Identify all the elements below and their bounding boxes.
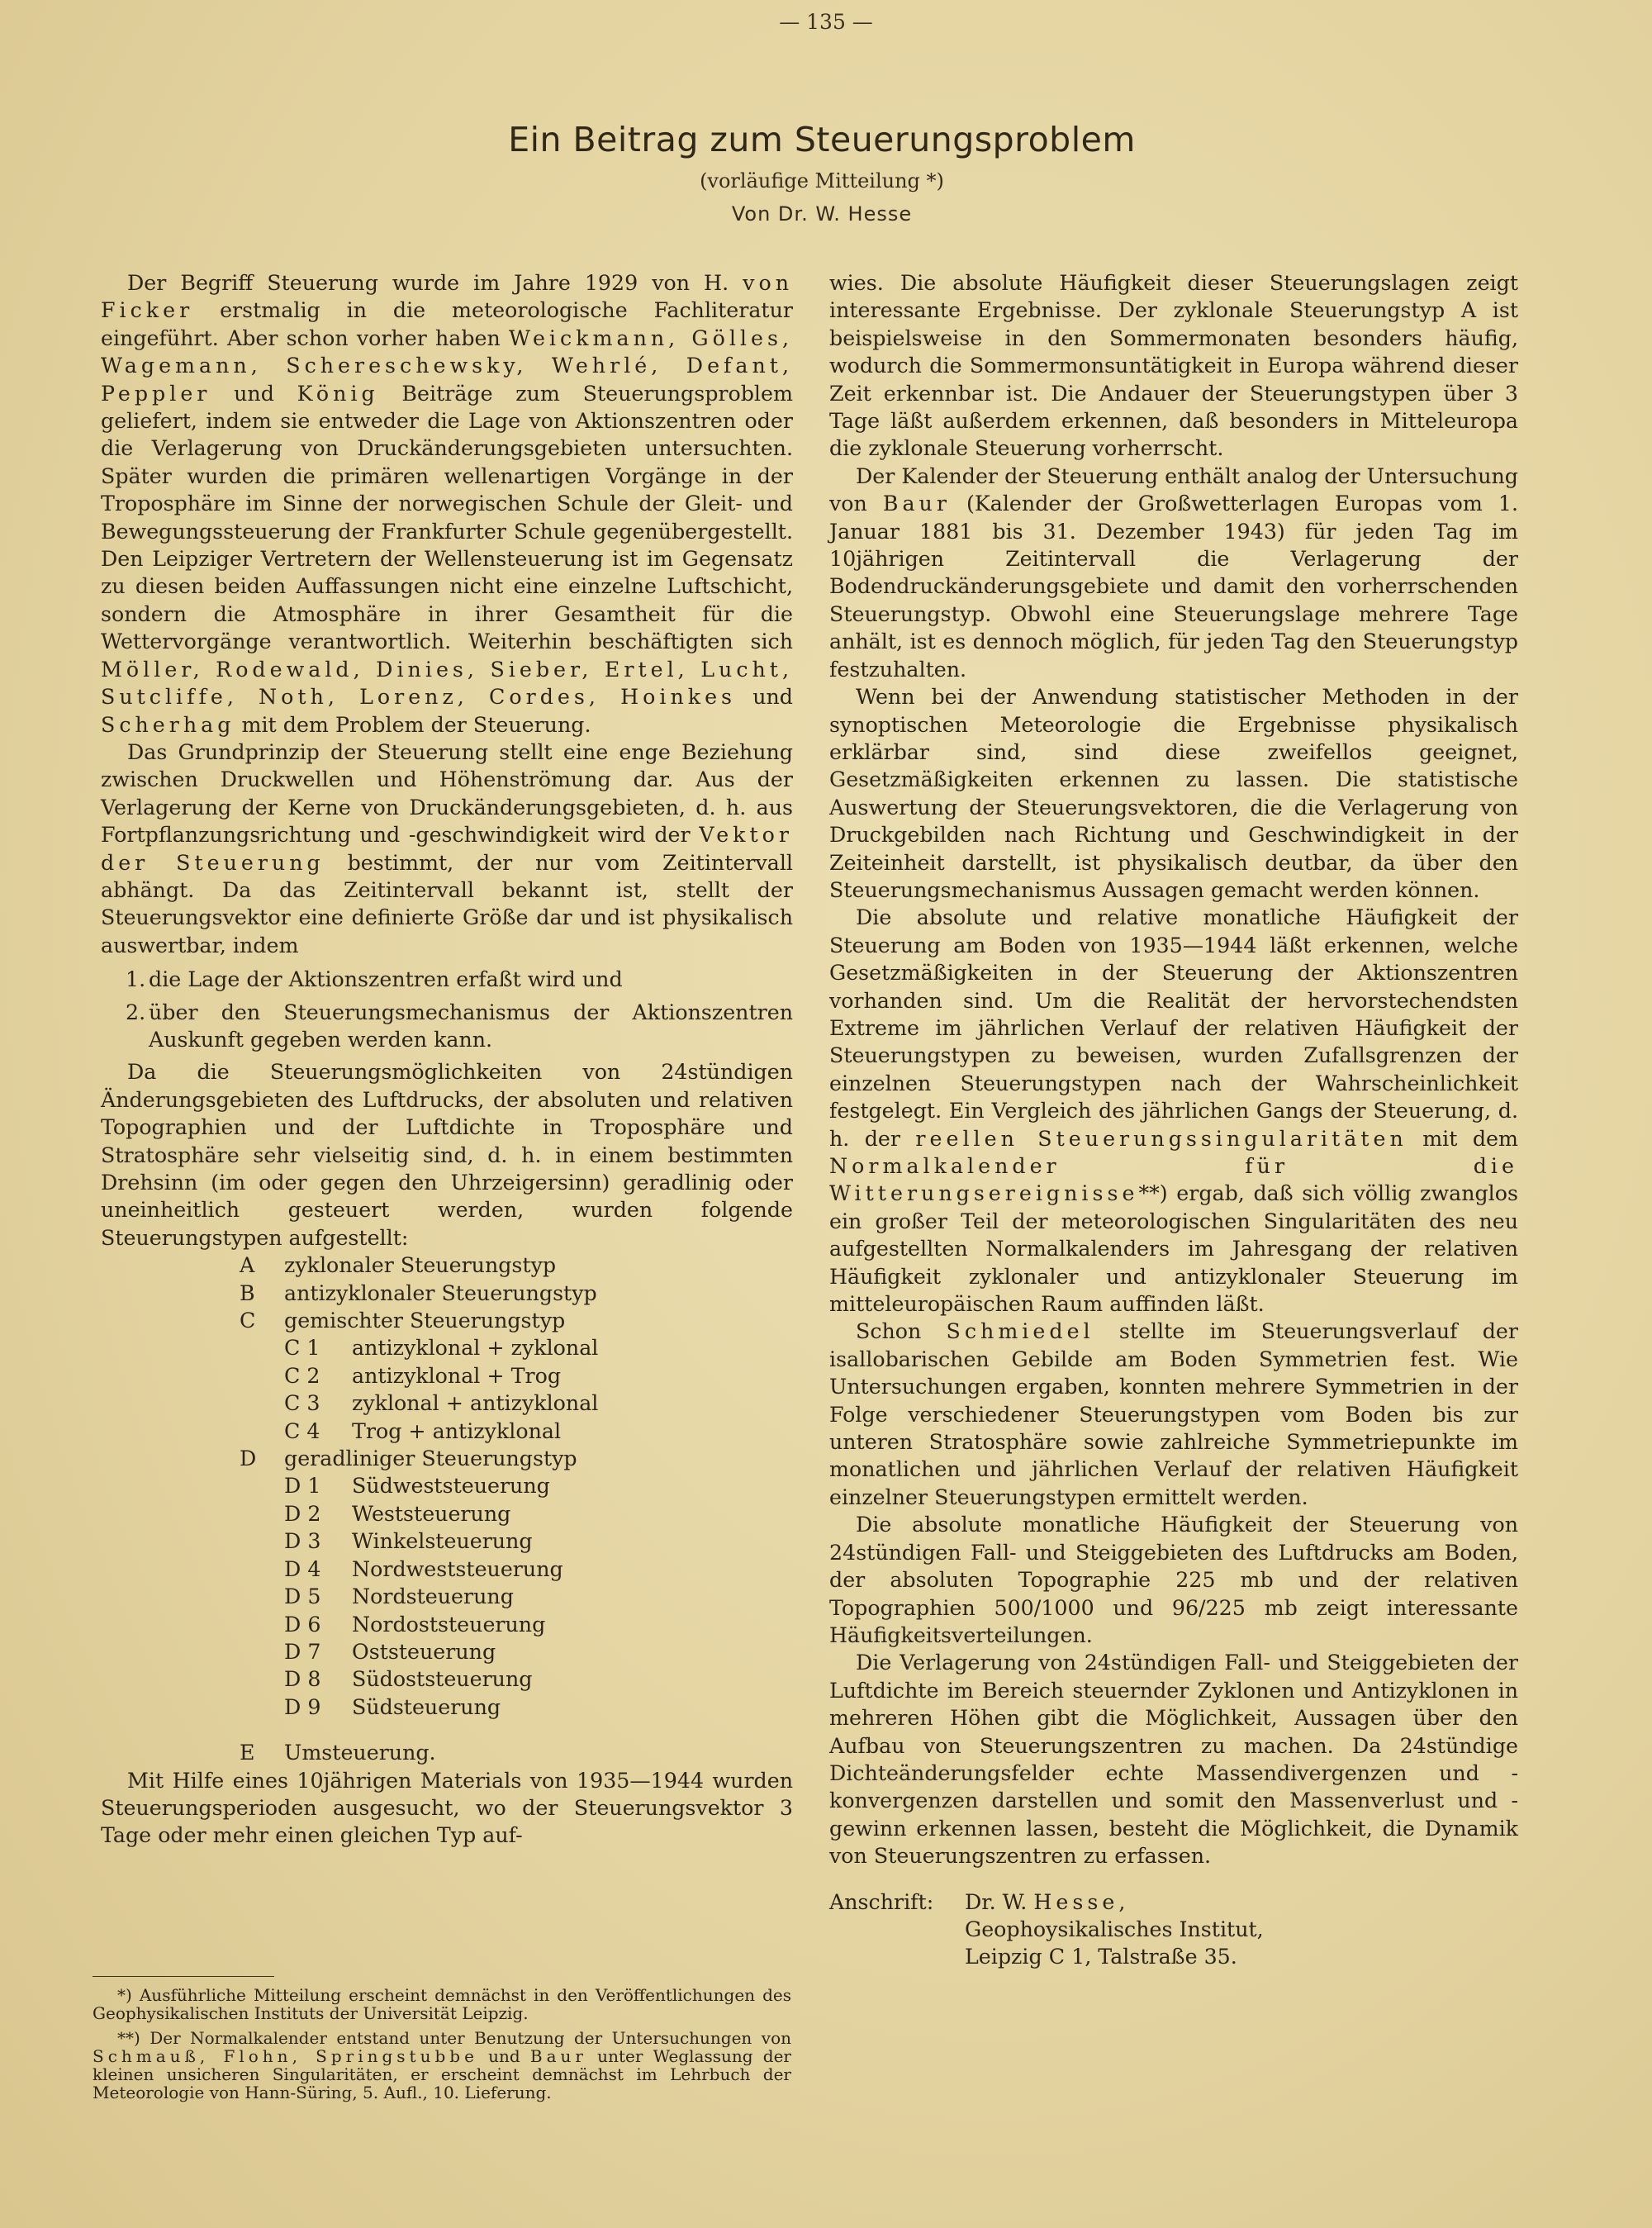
type-sublist-c (284, 1334, 793, 1445)
type-subitem: D 1 Südweststeuerung (284, 1474, 550, 1499)
type-subitem: D 7 Oststeuerung (284, 1639, 496, 1664)
type-subitem: C 3 zyklonal + antizyklonal (284, 1391, 599, 1416)
type-item: B antizyklonaler Steuerungstyp (240, 1280, 597, 1305)
paragraph: Der Kalender der Steuerung enthält analog der Untersuchung von Baur (Kalender der Großwetterlagen Europas vom 1. Januar 1881 bis 31. Dezember 1943) für jeden Tag im 10jährigen Zeitintervall die Verlagerung der Bodendruckänderungsgebiete und damit den vorherrschenden Steuerungstyp. Obwohl eine Steuerungslage mehrere Tage anhält, ist es dennoch möglich, für jeden Tag den Steuerungstyp festzuhalten. (829, 463, 1518, 682)
paragraph: Die absolute und relative monatliche Häufigkeit der Steuerung am Boden von 1935—1944 läßt erkennen, welche Gesetzmäßigkeiten in der Steuerung der Aktionszentren vorhanden sind. Um die Realität der hervorstechendsten Extreme im jährlichen Verlauf der relativen Häufigkeit der Steuerungstypen zu beweisen, wurden Zufallsgrenzen der einzelnen Steuerungstypen nach der Wahrscheinlichkeit festgelegt. Ein Vergleich des jährlichen Gangs der Steuerung, d. h. der reellen Steuerungssingularitäten mit dem Normalkalender für die Witterungsereignisse**) ergab, daß sich völlig zwanglos ein großer Teil der meteorologischen Singularitäten des neu aufgestellten Normalkalenders im Jahresgang der relativen Häufigkeit zyklonaler und antizyklonaler Steuerung im mitteleuropäischen Raum auffinden läßt. (829, 905, 1518, 1317)
paragraph: Da die Steuerungsmöglichkeiten von 24stündigen Änderungsgebieten des Luftdrucks, der absoluten und relativen Topographien und der Luftdichte in Troposphäre und Stratosphäre sehr vielseitig sind, d. h. in einem bestimmten Drehsinn (im oder gegen den Uhrzeigersinn) geradlinig oder uneinheitlich gesteuert werden, wurden folgende Steuerungstypen aufgestellt: (101, 1060, 793, 1250)
type-item: C gemischter Steuerungstyp (240, 1309, 566, 1333)
type-subitem: C 1 antizyklonal + zyklonal (284, 1336, 599, 1361)
type-item: D geradliniger Steuerungstyp (240, 1447, 577, 1471)
paragraph: wies. Die absolute Häufigkeit dieser Steuerungslagen zeigt interessante Ergebnisse. Der zyklonale Steuerungstyp A ist beispielsweise in den Sommermonaten besonders häufig, wodurch die Sommermonsuntätigkeit in Europa während dieser Zeit erkennbar ist. Die Andauer der Steuerungstypen über 3 Tage läßt außerdem erkennen, daß besonders in Mitteleuropa die zyklonale Steuerung vorherrscht. (829, 271, 1518, 461)
paragraph: Die Verlagerung von 24stündigen Fall- und Steiggebieten der Luftdichte im Bereich steuernder Zyklonen und Antizyklonen in mehreren Höhen gibt die Möglichkeit, Aussagen über den Aufbau von Steuerungszentren zu machen. Da 24stündige Dichteänderungsfelder echte Massendivergenzen und -konvergenzen darstellen und somit den Massenverlust und -gewinn erkennen lassen, besteht die Möglichkeit, die Dynamik von Steuerungszentren zu erfassen. (829, 1651, 1518, 1869)
page-number: — 135 — (779, 10, 873, 34)
article-subtitle: (vorläufige Mitteilung *) (700, 169, 944, 192)
article-byline: Von Dr. W. Hesse (731, 202, 913, 226)
type-subitem: D 3 Winkelsteuerung (284, 1529, 533, 1554)
type-subitem: D 2 Weststeuerung (284, 1501, 511, 1526)
footnote: **) Der Normalkalender entstand unter Benutzung der Untersuchungen von Schmauß, Flohn, Springstubbe und Baur unter Weglassung der kleinen unsicheren Singularitäten, er erscheint demnächst im Lehrbuch der Meteorologie von Hann-Süring, 5. Aufl., 10. Lieferung. (93, 2028, 791, 2102)
title-block (0, 120, 1644, 226)
paragraph: Mit Hilfe eines 10jährigen Materials von 1935—1944 wurden Steuerungsperioden ausgesucht, wo der Steuerungsvektor 3 Tage oder mehr einen gleichen Typ auf- (101, 1768, 793, 1848)
type-subitem: D 4 Nordweststeuerung (284, 1556, 563, 1581)
type-subitem: D 8 Südoststeuerung (284, 1667, 533, 1692)
type-subitem: D 6 Nordoststeuerung (284, 1612, 546, 1637)
steering-types-list (240, 1252, 793, 1766)
left-column (101, 269, 793, 1850)
footnotes (93, 1986, 791, 2108)
type-subitem: C 4 Trog + antizyklonal (284, 1418, 562, 1443)
paragraph: Der Begriff Steuerung wurde im Jahre 1929 von H. von Ficker erstmalig in die meteorologische Fachliteratur eingeführt. Aber schon vorher haben Weickmann, Gölles, Wagemann, Schereschewsky, Wehrlé, Defant, Peppler und König Beiträge zum Steuerungsproblem geliefert, indem sie entweder die Lage von Aktionszentren oder die Verlagerung von Druckänderungsgebieten untersuchten. Später wurden die primären wellenartigen Vorgänge in der Troposphäre im Sinne der norwegischen Schule der Gleit- und Bewegungssteuerung der Frankfurter Schule gegenübergestellt. Den Leipziger Vertretern der Wellensteuerung ist im Gegensatz zu diesen beiden Auffassungen nicht eine einzelne Luftschicht, sondern die Atmosphäre in ihrer Gesamtheit für die Wettervorgänge verantwortlich. Weiterhin beschäftigten sich Möller, Rodewald, Dinies, Sieber, Ertel, Lucht, Sutcliffe, Noth, Lorenz, Cordes, Hoinkes und Scherhag mit dem Problem der Steuerung. (101, 271, 793, 737)
list-item: 2. über den Steuerungsmechanismus der Aktionszentren Auskunft gegeben werden kann. (126, 1000, 793, 1052)
type-sublist-d (284, 1472, 793, 1721)
type-subitem: C 2 antizyklonal + Trog (284, 1363, 562, 1388)
article-title: Ein Beitrag zum Steuerungsproblem (508, 120, 1136, 159)
paragraph: Das Grundprinzip der Steuerung stellt eine enge Beziehung zwischen Druckwellen und Höhenströmung dar. Aus der Verlagerung der Kerne von Druckänderungsgebieten, d. h. aus Fortpflanzungsrichtung und -geschwindigkeit wird der Vektor der Steuerung bestimmt, der nur vom Zeitintervall abhängt. Da das Zeitintervall bekannt ist, stellt der Steuerungsvektor eine definierte Größe dar und ist physikalisch auswertbar, indem (101, 739, 793, 957)
right-column (829, 269, 1518, 1971)
type-subitem: D 5 Nordsteuerung (284, 1584, 514, 1609)
paragraph: Schon Schmiedel stellte im Steuerungsverlauf der isallobarischen Gebilde am Boden Symmetrien fest. Wie Untersuchungen ergaben, konnten mehrere Symmetrien in der Folge verschiedener Steuerungstypen vom Boden bis zur unteren Stratosphäre sowie zahlreiche Symmetriepunkte im monatlichen und jährlichen Verlauf der relativen Häufigkeit einzelner Steuerungstypen ermittelt werden. (829, 1319, 1518, 1509)
type-subitem: D 9 Südsteuerung (284, 1694, 501, 1719)
list-item: 1. die Lage der Aktionszentren erfaßt wird und (126, 967, 623, 992)
numbered-list (126, 966, 793, 1053)
paragraph: Die absolute monatliche Häufigkeit der Steuerung von 24stündigen Fall- und Steiggebieten des Luftdrucks am Boden, der absoluten Topographie 225 mb und der relativen Topographien 500/1000 und 96/225 mb zeigt interessante Häufigkeitsverteilungen. (829, 1513, 1518, 1647)
type-item: A zyklonaler Steuerungstyp (240, 1253, 557, 1278)
footnote: *) Ausführliche Mitteilung erscheint demnächst in den Veröffentlichungen des Geophysikalischen Instituts der Universität Leipzig. (93, 1985, 791, 2023)
type-item: E Umsteuerung. (240, 1741, 436, 1765)
footnote-rule (93, 1976, 274, 1977)
author-address: Anschrift: Dr. W. Hesse, Geophoysikalisches Institut, Leipzig C 1, Talstraße 35. (829, 1889, 1264, 1969)
paragraph: Wenn bei der Anwendung statistischer Methoden in der synoptischen Meteorologie die Ergebnisse physikalisch erklärbar sind, sind diese zweifellos geeignet, Gesetzmäßigkeiten erkennen zu lassen. Die statistische Auswertung der Steuerungsvektoren, die die Verlagerung von Druckgebilden nach Richtung und Geschwindigkeit in der Zeiteinheit darstellt, ist physikalisch deutbar, da über den Steuerungsmechanismus Aussagen gemacht werden können. (829, 685, 1518, 902)
